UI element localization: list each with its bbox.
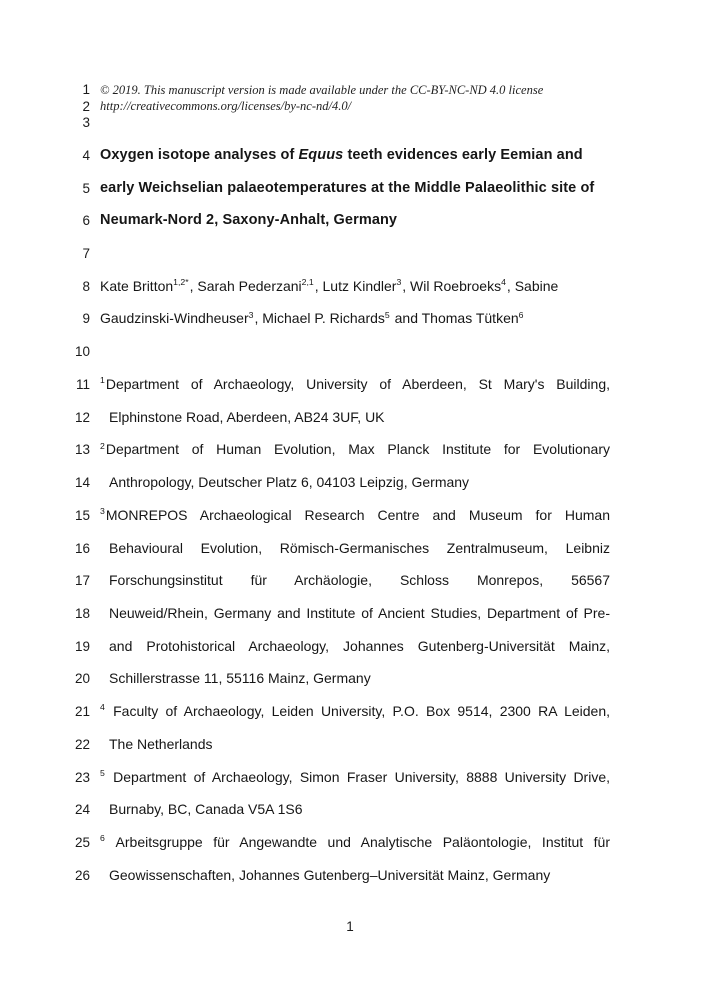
- line-text: [100, 278, 610, 295]
- superscript: 3: [396, 277, 402, 288]
- line-number: 13: [74, 442, 90, 458]
- line-text: [100, 212, 610, 229]
- line-number: 23: [74, 769, 90, 785]
- text-segment: , Wil Roebroeks: [402, 277, 502, 294]
- text-segment: Neuweid/Rhein, Germany and Institute of Ancient Studies, Department of Pre-: [109, 604, 610, 621]
- line-number: 19: [74, 638, 90, 654]
- line-text: [100, 605, 610, 622]
- manuscript-line: [62, 687, 610, 720]
- text-segment: Burnaby, BC, Canada V5A 1S6: [109, 801, 303, 818]
- text-segment: teeth evidences early Eemian and: [343, 146, 583, 163]
- text-segment: Anthropology, Deutscher Platz 6, 04103 Leipzig, Germany: [109, 474, 470, 491]
- text-segment: Schillerstrasse 11, 55116 Mainz, Germany: [109, 670, 371, 687]
- line-text: [100, 310, 610, 327]
- line-number: 14: [74, 475, 90, 491]
- manuscript-line: [62, 622, 610, 655]
- manuscript-line: [62, 851, 610, 884]
- line-number: 17: [74, 573, 90, 589]
- manuscript-line: [62, 295, 610, 328]
- manuscript-line: [62, 131, 610, 164]
- line-text: [100, 147, 610, 164]
- line-text: [100, 409, 610, 426]
- line-text: [100, 540, 610, 557]
- superscript: 5: [100, 767, 105, 778]
- line-text: [100, 441, 610, 458]
- manuscript-line: [62, 589, 610, 622]
- line-number: 3: [82, 115, 90, 131]
- line-number: 15: [74, 507, 90, 523]
- superscript: 1,2*: [173, 277, 189, 288]
- line-text: [100, 670, 610, 687]
- text-segment: Kate Britton: [100, 277, 174, 294]
- text-segment: Elphinstone Road, Aberdeen, AB24 3UF, UK: [109, 408, 385, 425]
- text-segment: , Michael P. Richards: [254, 310, 385, 327]
- manuscript-line: [62, 786, 610, 819]
- manuscript-line: [62, 557, 610, 590]
- line-text: [100, 769, 610, 786]
- manuscript-line: [62, 720, 610, 753]
- text-segment: , Sarah Pederzani: [189, 277, 302, 294]
- line-text: [100, 99, 610, 115]
- line-number: 8: [82, 278, 90, 294]
- line-number: 5: [82, 180, 90, 196]
- text-segment: Arbeitsgruppe für Angewandte und Analytische Paläontologie, Institut für: [105, 833, 610, 850]
- line-number: 10: [74, 344, 90, 360]
- line-number: 11: [75, 376, 90, 392]
- manuscript-line: [62, 818, 610, 851]
- line-number: 25: [74, 834, 90, 850]
- manuscript-line: [62, 164, 610, 197]
- line-text: [100, 572, 610, 589]
- manuscript-line: [62, 753, 610, 786]
- line-number: 18: [74, 605, 90, 621]
- line-text: [100, 83, 610, 99]
- text-segment: Geowissenschaften, Johannes Gutenberg–Universität Mainz, Germany: [109, 866, 551, 883]
- text-segment: Behavioural Evolution, Römisch-Germanisches Zentralmuseum, Leibniz: [109, 539, 610, 556]
- line-number: 24: [74, 802, 90, 818]
- text-segment: Department of Archaeology, Simon Fraser University, 8888 University Drive,: [105, 768, 610, 785]
- line-number: 1: [82, 82, 90, 98]
- superscript: 6: [100, 833, 105, 844]
- line-number: 7: [82, 246, 90, 262]
- text-segment: Oxygen isotope analyses of: [100, 146, 299, 163]
- text-segment: Gaudzinski-Windheuser: [100, 310, 249, 327]
- line-text: [100, 834, 610, 851]
- manuscript-line: [62, 458, 610, 491]
- text-segment: , Lutz Kindler: [314, 277, 397, 294]
- line-number: 26: [74, 867, 90, 883]
- line-number: 21: [74, 704, 90, 720]
- line-rows: [62, 82, 610, 884]
- line-number: 6: [82, 213, 90, 229]
- manuscript-line: [62, 426, 610, 459]
- text-segment: Neumark-Nord 2, Saxony-Anhalt, Germany: [100, 212, 398, 229]
- text-segment: Equus: [298, 146, 344, 163]
- line-number: 4: [82, 147, 90, 163]
- line-text: [100, 376, 610, 393]
- manuscript-line: [62, 229, 610, 262]
- text-segment: © 2019. This manuscript version is made available under the CC-BY-NC-ND 4.0 license: [100, 82, 544, 97]
- line-text: [100, 507, 610, 524]
- superscript: 2,1: [301, 277, 314, 288]
- line-number: 16: [74, 540, 90, 556]
- manuscript-line: [62, 98, 610, 114]
- text-segment: Department of Archaeology, University of Aberdeen, St Mary's Building,: [105, 375, 610, 392]
- page-number: 1: [346, 919, 354, 934]
- line-text: [100, 474, 610, 491]
- manuscript-line: [62, 360, 610, 393]
- text-segment: Department of Human Evolution, Max Planck Institute for Evolutionary: [105, 441, 610, 458]
- line-text: [100, 736, 610, 753]
- text-segment: and Protohistorical Archaeology, Johannes Gutenberg-Universität Mainz,: [109, 637, 610, 654]
- manuscript-line: [62, 393, 610, 426]
- line-number: 9: [82, 311, 90, 327]
- superscript: 4: [100, 702, 105, 713]
- line-text: [100, 638, 610, 655]
- superscript: 1: [100, 375, 105, 386]
- line-number: 22: [74, 736, 90, 752]
- text-segment: http://creativecommons.org/licenses/by-nc-nd/4.0/: [100, 99, 352, 114]
- line-text: [100, 801, 610, 818]
- manuscript-line: [62, 115, 610, 131]
- text-segment: MONREPOS Archaeological Research Centre and Museum for Human: [105, 506, 610, 523]
- line-number: 12: [74, 409, 90, 425]
- manuscript-line: [62, 655, 610, 688]
- text-segment: The Netherlands: [109, 735, 213, 752]
- manuscript-line: [62, 524, 610, 557]
- superscript: 3: [100, 506, 105, 517]
- manuscript-line: [62, 262, 610, 295]
- manuscript-line: [62, 327, 610, 360]
- superscript: 4: [501, 277, 506, 288]
- line-text: [100, 703, 610, 720]
- superscript: 6: [518, 309, 524, 320]
- manuscript-line: [62, 197, 610, 230]
- line-number: 20: [74, 671, 90, 687]
- superscript: 5: [384, 309, 390, 320]
- line-number: 2: [82, 98, 90, 114]
- superscript: 3: [248, 309, 254, 320]
- text-segment: early Weichselian palaeotemperatures at the Middle Palaeolithic site of: [100, 179, 595, 196]
- manuscript-line: [62, 82, 610, 98]
- text-segment: Forschungsinstitut für Archäologie, Schloss Monrepos, 56567: [109, 572, 610, 589]
- superscript: 2: [100, 440, 105, 451]
- text-segment: Faculty of Archaeology, Leiden University, P.O. Box 9514, 2300 RA Leiden,: [105, 703, 610, 720]
- line-text: [100, 180, 610, 197]
- text-segment: , Sabine: [506, 277, 559, 294]
- line-text: [100, 867, 610, 884]
- manuscript-line: [62, 491, 610, 524]
- text-segment: and Thomas Tütken: [390, 310, 519, 327]
